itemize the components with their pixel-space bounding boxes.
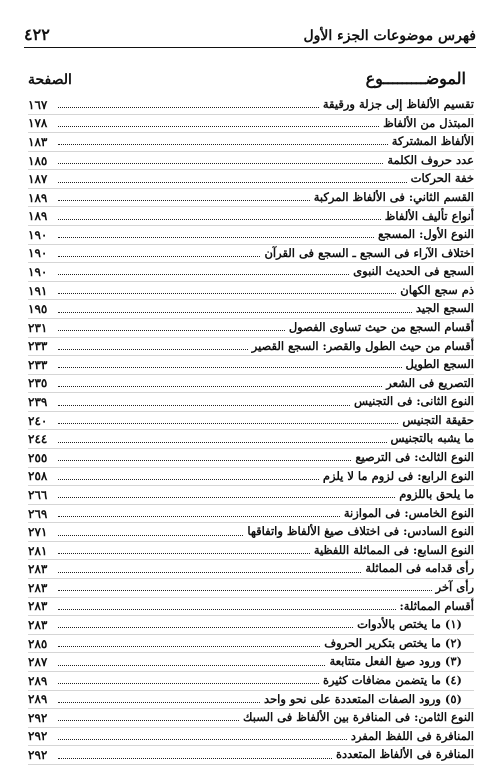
dot-leader [58,758,332,759]
toc-entry-page: ١٨٧ [28,172,48,187]
toc-entry-title: رأى آخر [435,580,474,595]
dot-leader [58,460,351,461]
toc-entry-page: ٢٣٥ [28,376,48,391]
toc-entry-title: (٢) ما يختص بتكرير الحروف [324,635,462,650]
toc-entry [28,263,474,282]
toc-entry-title: النوع الرابع: فى لزوم ما لا يلزم [322,468,474,483]
toc-entry [28,468,474,487]
toc-entry [28,115,474,134]
toc-entry-page: ٢٣٩ [28,395,48,410]
dot-leader [58,720,239,721]
toc-entry-title: التصريع فى الشعر [386,375,474,390]
dot-leader [58,702,260,703]
toc-entry [28,226,474,245]
toc-entry [28,338,474,357]
dot-leader [58,423,398,424]
toc-entry-page: ٢٧١ [28,525,48,540]
toc-entry-page: ٢٦٦ [28,487,48,502]
dot-leader [58,144,388,145]
toc-entry-page: ١٦٧ [28,97,48,112]
dot-leader [58,200,310,201]
toc-entry-title: (٥) ورود الصفات المتعددة على نحو واحد [264,691,462,706]
toc-entry-title: النوع السادس: فى اختلاف صيغ الألفاظ واتفاقها [247,524,474,539]
toc-entry-title: اختلاف الآراء فى السجع ـ السجع فى القرآن [264,245,474,260]
toc-entry-page: ٢٨٩ [28,673,48,688]
toc-entry-title: (٤) ما يتضمن مضافات كثيرة [322,672,462,687]
toc-entry [28,245,474,264]
toc-entry-page: ١٨٩ [28,209,48,224]
toc-entry [28,430,474,449]
dot-leader [58,497,395,498]
toc-entry-title: عدد حروف الكلمة [387,152,474,167]
toc-entry-page: ٢٤٤ [28,432,48,447]
toc-entry [28,133,474,152]
toc-entry-page: ٢٨٧ [28,655,48,670]
toc-entry-page: ٢٩٢ [28,748,48,763]
toc-entry [28,579,474,598]
toc-entry-page: ٢٣٣ [28,339,48,354]
toc-entry [28,449,474,468]
toc-entry-page: ١٨٥ [28,153,48,168]
toc-entry-title: أقسام المماثلة: [399,598,474,613]
toc-entry-page: ٢٨١ [28,543,48,558]
toc-entry [28,282,474,301]
toc-entry-title: الألفاظ المشتركة [391,134,474,149]
toc-entry-title: ما يشبه بالتجنيس [390,431,474,446]
toc-entry [28,635,474,654]
toc-entry-title: المنافرة فى الألفاظ المتعددة [335,747,474,762]
toc-entry-page: ١٩٥ [28,302,48,317]
toc-entry [28,672,474,691]
dot-leader [58,590,432,591]
toc-entry-title: رأى قدامه فى المماثلة [365,561,474,576]
dot-leader [58,126,379,127]
toc-entry-title: المنافرة فى اللفظ المفرد [350,728,474,743]
toc-entry-title: تقسيم الألفاظ إلى جزلة ورقيقة [322,97,474,112]
toc-entry-title: القسم الثاني: فى الألفاظ المركبة [313,189,474,204]
dot-leader [58,479,319,480]
toc-entry-title: النوع السابع: فى المماثلة اللفظية [313,542,474,557]
dot-leader [58,330,285,331]
dot-leader [58,665,325,666]
dot-leader [58,609,396,610]
toc-entry-page: ٢٤٠ [28,413,48,428]
toc-entry-page: ١٩٠ [28,264,48,279]
toc-entry-page: ٢٣٣ [28,357,48,372]
dot-leader [58,219,381,220]
table-of-contents [28,96,474,765]
dot-leader [58,572,361,573]
toc-entry [28,505,474,524]
toc-entry [28,560,474,579]
toc-entry-title: السجع الجيد [415,301,474,316]
toc-entry [28,486,474,505]
toc-entry [28,300,474,319]
toc-entry [28,598,474,617]
toc-entry-page: ١٩٠ [28,246,48,261]
toc-entry-title: ما يلحق باللزوم [399,487,474,502]
dot-leader [58,739,347,740]
dot-leader [58,646,320,647]
toc-entry [28,728,474,747]
toc-entry-title: النوع الخامس: فى الموازنة [343,505,474,520]
toc-entry-title: النوع الثالث: فى الترصيع [355,450,474,465]
toc-entry-page: ١٩١ [28,283,48,298]
dot-leader [58,405,350,406]
toc-entry-title: (٣) ورود صيغ الفعل متتابعة [329,654,462,669]
dot-leader [58,274,349,275]
toc-entry [28,152,474,171]
toc-entry-page: ٢٨٣ [28,617,48,632]
toc-entry-title: (١) ما يختص بالأدوات [357,617,462,632]
toc-entry-page: ٢٦٩ [28,506,48,521]
toc-entry [28,356,474,375]
toc-entry [28,319,474,338]
toc-entry-title: خفة الحركات [410,171,474,186]
dot-leader [58,312,412,313]
toc-entry [28,616,474,635]
toc-entry-page: ٢٨٣ [28,580,48,595]
toc-entry-page: ٢٨٥ [28,636,48,651]
dot-leader [58,349,248,350]
running-head [24,22,476,48]
toc-entry-title: حقيقة التجنيس [402,412,474,427]
toc-entry [28,523,474,542]
toc-entry-page: ٢٨٣ [28,562,48,577]
toc-entry-page: ٢٥٥ [28,450,48,465]
toc-entry-title: النوع الثامن: فى المنافرة بين الألفاظ فى السبك [243,710,474,725]
toc-entry [28,412,474,431]
toc-entry-title: السجع فى الحديث النبوى [353,264,474,279]
toc-entry [28,709,474,728]
toc-entry-page: ١٨٩ [28,190,48,205]
subject-column-heading: الموضـــــــــوع [365,69,466,88]
toc-entry [28,375,474,394]
column-headings [28,64,474,88]
toc-entry [28,170,474,189]
toc-entry [28,393,474,412]
toc-entry-page: ٢٩٢ [28,710,48,725]
dot-leader [58,553,310,554]
dot-leader [58,256,260,257]
toc-entry-title: ذم سجع الكهان [400,282,474,297]
toc-entry-page: ٢٥٨ [28,469,48,484]
toc-entry [28,746,474,765]
dot-leader [58,516,340,517]
dot-leader [58,627,353,628]
toc-entry-title: أنواع تأليف الألفاظ [384,208,474,223]
dot-leader [58,386,382,387]
dot-leader [58,107,319,108]
page-number: ٤٢٢ [24,25,50,44]
toc-entry [28,542,474,561]
toc-entry-title: السجع الطويل [405,357,474,372]
toc-entry-page: ٢٨٣ [28,599,48,614]
toc-entry-page: ٢٩٢ [28,729,48,744]
toc-entry [28,691,474,710]
toc-entry-title: أقسام من حيث الطول والقصر: السجع القصير [251,338,474,353]
dot-leader [58,367,402,368]
dot-leader [58,683,319,684]
dot-leader [58,163,383,164]
toc-entry [28,653,474,672]
toc-entry-title: النوع الأول: المسجع [377,227,474,242]
dot-leader [58,535,243,536]
toc-entry-page: ٢٨٩ [28,692,48,707]
toc-entry-page: ١٨٣ [28,134,48,149]
toc-entry-title: أقسام السجع من حيث تساوى الفصول [288,319,474,334]
toc-entry-page: ٢٣١ [28,320,48,335]
running-head-title: فهرس موضوعات الجزء الأول [303,28,476,44]
dot-leader [58,182,407,183]
toc-entry [28,207,474,226]
toc-entry [28,96,474,115]
toc-entry-title: النوع الثانى: فى التجنيس [354,394,474,409]
toc-entry-title: المبتذل من الألفاظ [383,115,474,130]
dot-leader [58,293,396,294]
toc-entry [28,189,474,208]
dot-leader [58,442,387,443]
page-column-heading: الصفحة [28,72,72,88]
dot-leader [58,237,374,238]
toc-entry-page: ١٩٠ [28,227,48,242]
toc-entry-page: ١٧٨ [28,116,48,131]
